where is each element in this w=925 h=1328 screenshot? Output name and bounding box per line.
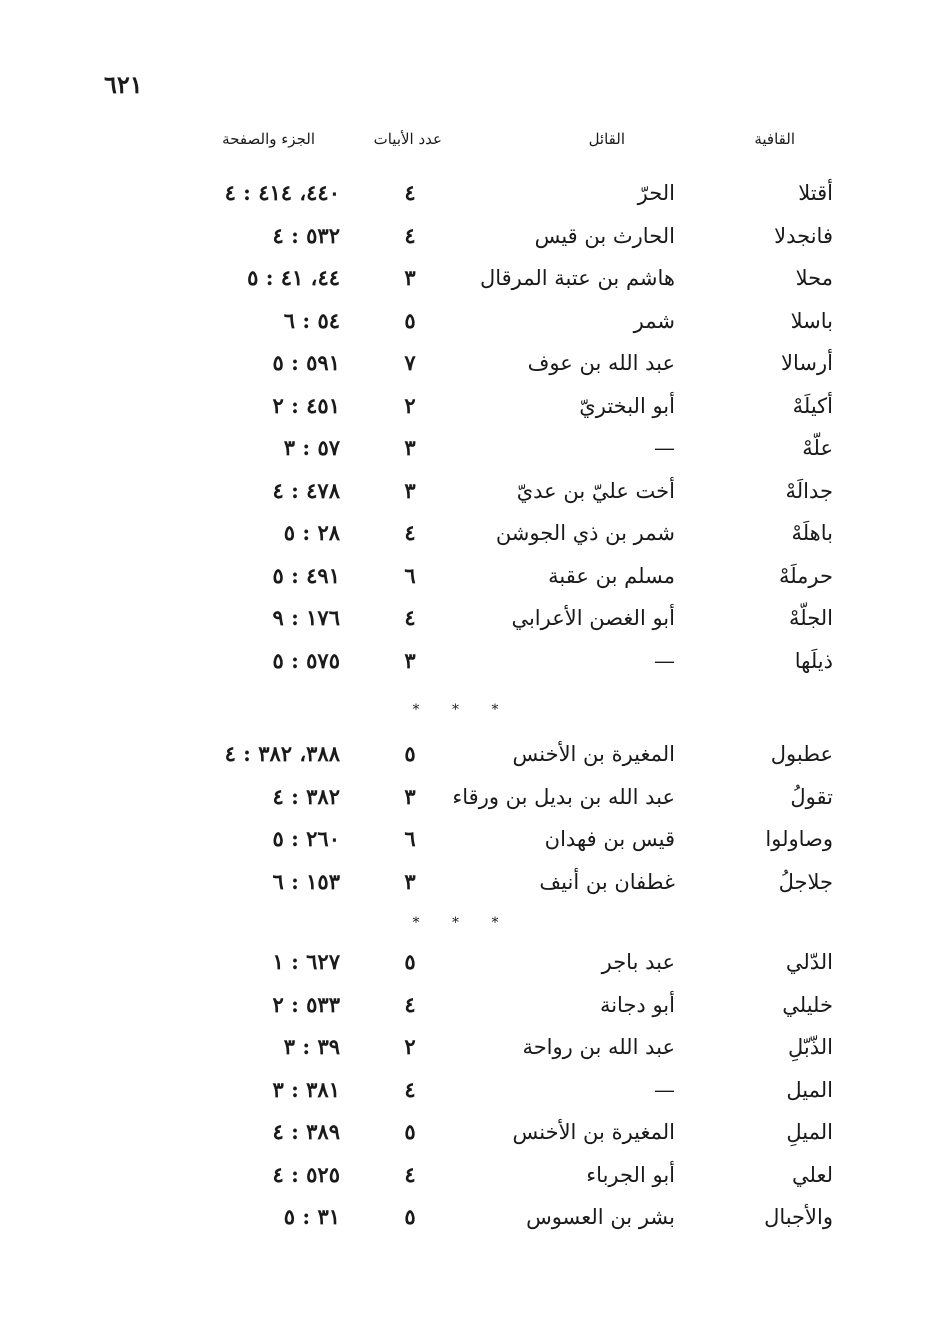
verses-count-cell: ٦ <box>404 826 416 851</box>
volume-page-cell: ٣٨١ : ٣ <box>272 1076 340 1102</box>
index-row <box>0 733 925 776</box>
poet-cell: شمر <box>633 308 675 333</box>
rhyme-cell: ذيلَها <box>794 648 833 673</box>
volume-page-cell: ٤٤، ٤١ : ٥ <box>247 265 340 290</box>
index-row <box>0 257 925 300</box>
index-row <box>0 342 925 385</box>
index-section-3 <box>0 941 925 1239</box>
index-row <box>0 215 925 258</box>
index-row <box>0 300 925 343</box>
index-row <box>0 427 925 470</box>
index-row <box>0 597 925 640</box>
poet-cell: هاشم بن عتبة المرقال <box>479 266 675 290</box>
index-section-1 <box>0 172 925 682</box>
poet-cell: أبو الغصن الأعرابي <box>511 606 675 630</box>
poet-cell: الحارث بن قيس <box>534 223 675 248</box>
rhyme-cell: والأجبال <box>764 1205 833 1229</box>
poet-cell: — <box>654 1077 675 1102</box>
rhyme-cell: أقتلا <box>798 181 833 205</box>
index-row <box>0 512 925 555</box>
page-number: ٦٢١ <box>104 70 143 99</box>
verses-count-cell: ٤ <box>404 1076 416 1102</box>
verses-count-cell: ٣ <box>404 265 416 290</box>
volume-page-cell: ٦٢٧ : ١ <box>272 949 340 974</box>
volume-page-cell: ٢٦٠ : ٥ <box>272 826 340 851</box>
verses-count-cell: ٢ <box>404 1034 416 1059</box>
poet-cell: أبو الجرباء <box>586 1162 675 1187</box>
poet-cell: أخت عليّ بن عديّ <box>516 478 675 503</box>
volume-page-cell: ١٥٣ : ٦ <box>272 868 340 894</box>
rhyme-cell: لعلي <box>792 1162 833 1187</box>
poet-cell: غطفان بن أنيف <box>539 869 675 894</box>
volume-page-cell: ٤٥١ : ٢ <box>272 392 340 418</box>
index-row <box>0 1026 925 1069</box>
verses-count-cell: ٣ <box>404 435 416 460</box>
index-row <box>0 1196 925 1239</box>
index-row <box>0 1111 925 1154</box>
rhyme-cell: وصاولوا <box>765 827 833 851</box>
verses-count-cell: ٥ <box>404 741 416 766</box>
rhyme-cell: باهلَهْ <box>791 521 833 545</box>
verses-count-cell: ٤ <box>404 180 416 205</box>
poet-cell: قيس بن فهدان <box>544 827 675 851</box>
volume-page-cell: ٥٤ : ٦ <box>283 307 340 333</box>
verses-count-cell: ٣ <box>404 868 416 894</box>
poet-cell: أبو دجانة <box>599 992 675 1017</box>
volume-page-cell: ٣٩ : ٣ <box>283 1034 340 1059</box>
rhyme-cell: الجلّهْ <box>789 606 833 630</box>
verses-count-cell: ٥ <box>404 1119 416 1144</box>
verses-count-cell: ٥ <box>404 949 416 974</box>
poet-cell: عبد باجر <box>601 950 675 974</box>
section-separator: * * * <box>412 702 513 718</box>
poet-cell: أبو البختريّ <box>579 393 675 418</box>
rhyme-cell: الميل <box>786 1077 833 1102</box>
rhyme-cell: أرسالا <box>781 351 833 375</box>
index-row <box>0 385 925 428</box>
index-row <box>0 1069 925 1112</box>
header-volume-page: الجزء والصفحة <box>222 130 315 148</box>
volume-page-cell: ٥٩١ : ٥ <box>272 350 340 375</box>
header-poet: القائل <box>588 130 625 148</box>
volume-page-cell: ٣٨٨، ٣٨٢ : ٤ <box>224 741 340 766</box>
verses-count-cell: ٤ <box>404 991 416 1017</box>
volume-page-cell: ٥٧ : ٣ <box>283 435 340 460</box>
poet-cell: بشر بن العسوس <box>526 1205 675 1229</box>
volume-page-cell: ٥٣٢ : ٤ <box>272 222 340 248</box>
volume-page-cell: ٣٨٢ : ٤ <box>272 783 340 809</box>
rhyme-cell: أكيلَهْ <box>792 393 833 418</box>
index-row <box>0 555 925 598</box>
volume-page-cell: ٥٧٥ : ٥ <box>272 647 340 673</box>
rhyme-cell: باسلا <box>790 308 833 333</box>
index-row <box>0 861 925 904</box>
column-headers <box>0 130 925 160</box>
rhyme-cell: حرملَهْ <box>778 563 833 588</box>
rhyme-cell: عطبول <box>770 742 833 766</box>
volume-page-cell: ٣١ : ٥ <box>283 1204 340 1229</box>
rhyme-cell: خليلي <box>782 992 833 1017</box>
poet-cell: شمر بن ذي الجوشن <box>495 521 675 545</box>
poet-cell: عبد الله بن رواحة <box>522 1035 675 1059</box>
poet-cell: مسلم بن عقبة <box>548 563 675 588</box>
poet-cell: — <box>654 436 675 460</box>
verses-count-cell: ٤ <box>404 222 416 248</box>
verses-count-cell: ٦ <box>404 562 416 588</box>
volume-page-cell: ٤٧٨ : ٤ <box>272 477 340 503</box>
rhyme-cell: فانجدلا <box>774 223 833 248</box>
volume-page-cell: ٥٣٣ : ٢ <box>272 991 340 1017</box>
volume-page-cell: ٤٤٠، ٤١٤ : ٤ <box>224 180 340 205</box>
index-section-2 <box>0 733 925 903</box>
rhyme-cell: الميلِ <box>786 1120 833 1144</box>
poet-cell: عبد الله بن عوف <box>527 351 675 375</box>
poet-cell: المغيرة بن الأخنس <box>512 742 675 766</box>
rhyme-cell: علّهْ <box>802 436 833 460</box>
volume-page-cell: ٣٨٩ : ٤ <box>272 1119 340 1144</box>
index-row <box>0 640 925 683</box>
index-row <box>0 172 925 215</box>
rhyme-cell: الذّبّلِ <box>787 1035 833 1059</box>
section-separator: * * * <box>412 915 513 931</box>
verses-count-cell: ٤ <box>404 1161 416 1187</box>
volume-page-cell: ١٧٦ : ٩ <box>272 605 340 630</box>
verses-count-cell: ٥ <box>404 307 416 333</box>
verses-count-cell: ٥ <box>404 1204 416 1229</box>
verses-count-cell: ٣ <box>404 783 416 809</box>
rhyme-cell: تقولُ <box>790 784 833 809</box>
verses-count-cell: ٣ <box>404 477 416 503</box>
index-row <box>0 470 925 513</box>
verses-count-cell: ٢ <box>404 392 416 418</box>
poet-cell: — <box>654 648 675 673</box>
verses-count-cell: ٤ <box>404 520 416 545</box>
index-row <box>0 984 925 1027</box>
rhyme-cell: محلا <box>795 266 833 290</box>
volume-page-cell: ٤٩١ : ٥ <box>272 562 340 588</box>
poet-cell: المغيرة بن الأخنس <box>512 1120 675 1144</box>
poet-cell: الحرّ <box>637 181 675 205</box>
verses-count-cell: ٣ <box>404 647 416 673</box>
rhyme-cell: جلاجلُ <box>778 869 833 894</box>
index-row <box>0 941 925 984</box>
rhyme-cell: جدالَهْ <box>785 478 833 503</box>
poet-cell: عبد الله بن بديل بن ورقاء <box>452 784 675 809</box>
volume-page-cell: ٢٨ : ٥ <box>283 520 340 545</box>
index-row <box>0 776 925 819</box>
index-row <box>0 818 925 861</box>
index-row <box>0 1154 925 1197</box>
header-verses-count: عدد الأبيات <box>373 130 442 148</box>
volume-page-cell: ٥٢٥ : ٤ <box>272 1161 340 1187</box>
verses-count-cell: ٧ <box>404 350 416 375</box>
verses-count-cell: ٤ <box>404 605 416 630</box>
header-rhyme: القافية <box>754 130 795 148</box>
rhyme-cell: الدّلي <box>785 950 833 974</box>
